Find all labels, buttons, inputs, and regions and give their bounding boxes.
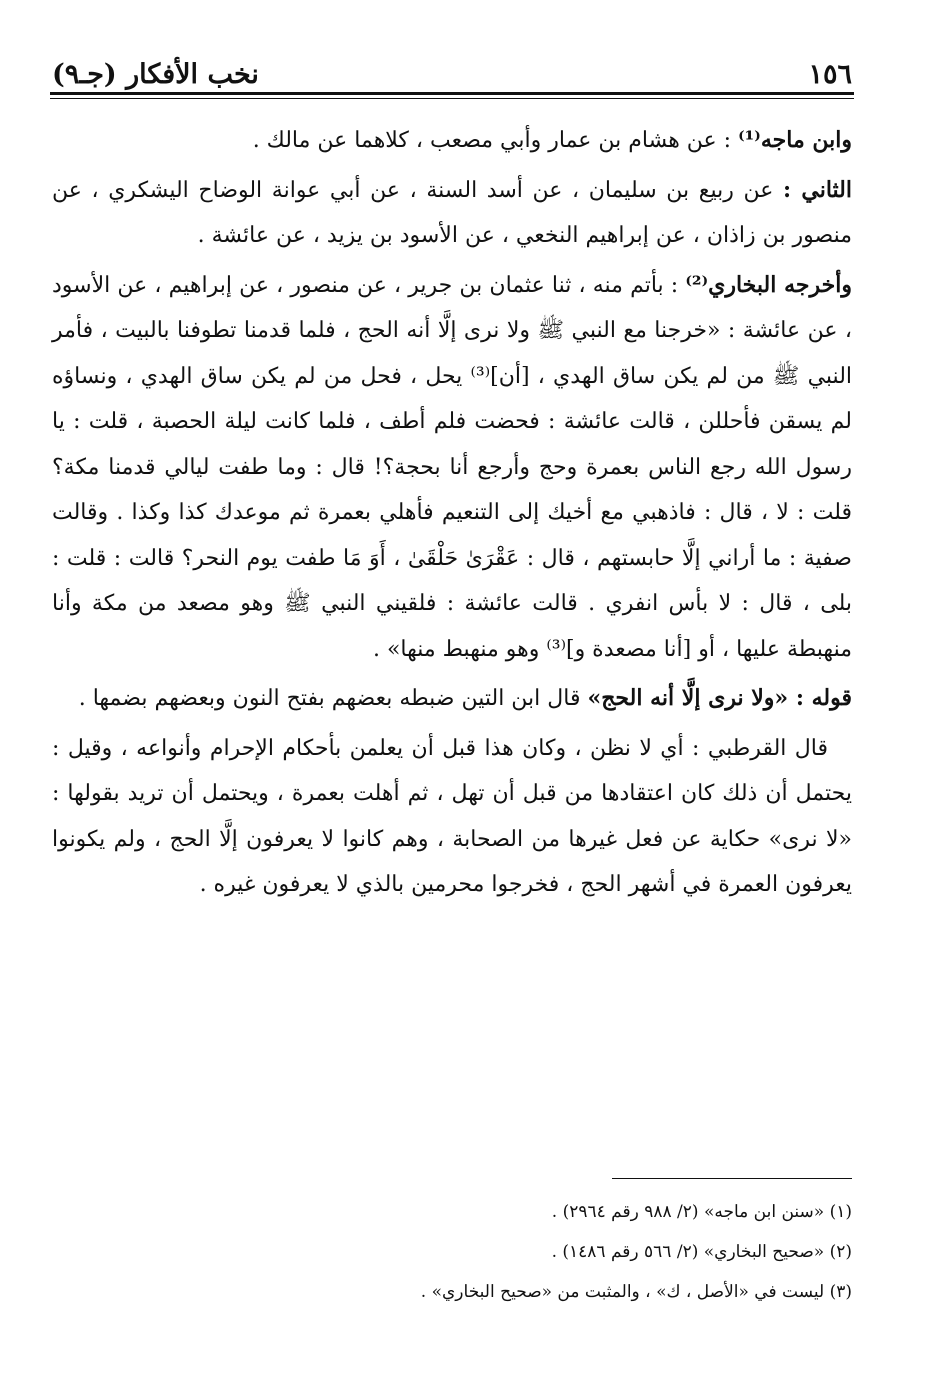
paragraph	[52, 263, 852, 673]
header-rule-thin	[50, 98, 854, 99]
paragraph-lead: وابن ماجه⁽¹⁾	[738, 127, 852, 153]
paragraph	[52, 118, 852, 164]
footnote: (١) «سنن ابن ماجه» (٢/ ٩٨٨ رقم ٢٩٦٤) .	[551, 1202, 852, 1222]
paragraph-text: : بأتم منه ، ثنا عثمان بن جرير ، عن منصور ، عن إبراهيم ، عن الأسود ، عن عائشة : «خرجنا مع النبي ﷺ ولا نرى إلَّا أنه الحج ، فلما قدمنا تطوفنا بالبيت ، فأمر النبي ﷺ من لم يكن ساق الهدي ، [أن]⁽³⁾ يحل ، فحل من لم يكن ساق الهدي ، ونساؤه لم يسقن فأحللن ، قالت عائشة : فحضت فلم أطف ، فلما كانت ليلة الحصبة ، قلت : يا رسول الله رجع الناس بعمرة وحج وأرجع أنا بحجة؟! قال : وما طفت ليالي قدمنا مكة؟ قلت : لا ، قال : فاذهبي مع أخيك إلى التنعيم فأهلي بعمرة ثم موعدك كذا وكذا . وقالت صفية : ما أراني إلَّا حابستهم ، قال : عَقْرَىٰ حَلْقَىٰ ، أَوَ مَا طفت يوم النحر؟ قالت : قلت : بلى ، قال : لا بأس انفري . قالت عائشة : فلقيني النبي ﷺ وهو مصعد من مكة وأنا منهبطة عليها ، أو [أنا مصعدة و]⁽³⁾ وهو منهبط منها» .	[52, 272, 853, 662]
paragraph	[52, 726, 852, 908]
paragraph-lead: قوله : «ولا نرى إلَّا أنه الحج»	[587, 685, 852, 711]
paragraph-text: قال القرطبي : أي لا نظن ، وكان هذا قبل أن يعلمن بأحكام الإحرام وأنواعه ، وقيل : يحتمل أن ذلك كان اعتقادها من قبل أن تهل ، ثم أهلت بعمرة ، ويحتمل أن تريد بقولها : «لا نرى» حكاية عن فعل غيرها من الصحابة ، وهم كانوا لا يعرفون إلَّا الحج ، ولم يكونوا يعرفون العمرة في أشهر الحج ، فخرجوا محرمين بالذي لا يعرفون غيره .	[52, 735, 852, 897]
paragraph-lead: الثاني :	[782, 176, 852, 203]
footnote: (٣) ليست في «الأصل ، ك» ، والمثبت من «صحيح البخاري» .	[420, 1282, 852, 1302]
book-title: نخب الأفكار (جـ٩)	[52, 59, 259, 90]
page-number: ١٥٦	[808, 59, 852, 90]
header-rule-thick	[50, 92, 854, 95]
paragraph-text: عن ربيع بن سليمان ، عن أسد السنة ، عن أبي عوانة الوضاح اليشكري ، عن منصور بن زاذان ، عن إبراهيم النخعي ، عن الأسود بن يزيد ، عن عائشة .	[52, 177, 852, 248]
paragraph	[52, 168, 852, 259]
paragraph-lead: وأخرجه البخاري⁽²⁾	[685, 271, 852, 298]
paragraph-text: قال ابن التين ضبطه بعضهم بفتح النون وبعضهم بضمها .	[78, 686, 588, 711]
paragraph-text: : عن هشام بن عمار وأبي مصعب ، كلاهما عن مالك .	[252, 128, 739, 153]
main-text	[52, 118, 852, 912]
footnotes	[52, 1192, 852, 1312]
paragraph	[52, 676, 852, 722]
footnote: (٢) «صحيح البخاري» (٢/ ٥٦٦ رقم ١٤٨٦) .	[551, 1242, 852, 1262]
page-header	[52, 52, 852, 90]
footnote-separator	[612, 1178, 852, 1179]
